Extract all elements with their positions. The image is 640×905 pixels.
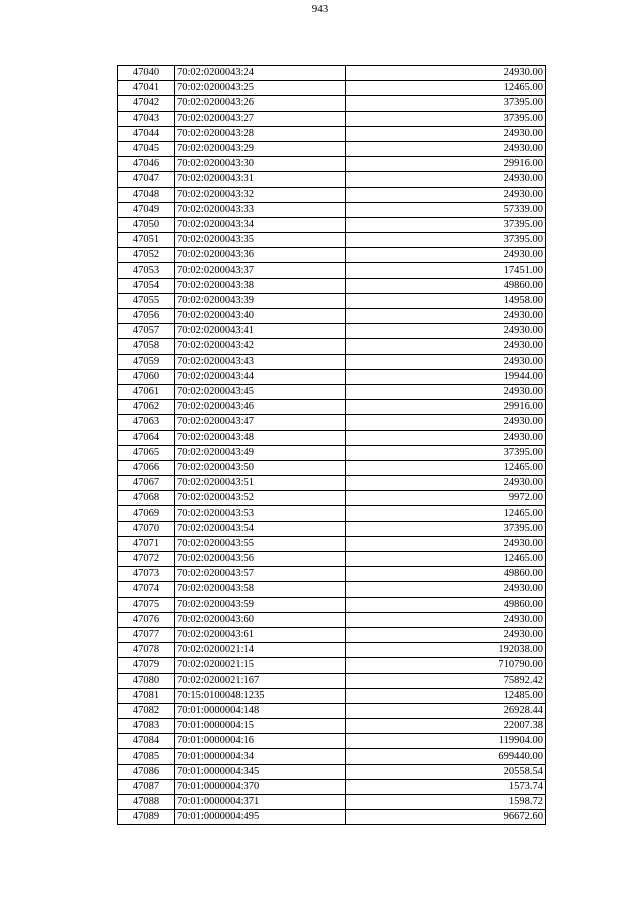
row-number-cell: 47058 (118, 339, 175, 354)
value-cell: 57339.00 (346, 202, 546, 217)
cadastral-number-cell: 70:02:0200043:43 (175, 354, 346, 369)
table-row (118, 430, 546, 445)
cadastral-number-cell: 70:02:0200043:50 (175, 460, 346, 475)
cadastral-number-cell: 70:02:0200043:60 (175, 612, 346, 627)
value-cell: 12485.00 (346, 688, 546, 703)
table-row (118, 278, 546, 293)
value-cell: 24930.00 (346, 354, 546, 369)
row-number-cell: 47055 (118, 293, 175, 308)
cadastral-number-cell: 70:02:0200043:32 (175, 187, 346, 202)
value-cell: 12465.00 (346, 506, 546, 521)
table-row (118, 582, 546, 597)
cadastral-number-cell: 70:01:0000004:34 (175, 749, 346, 764)
cadastral-number-cell: 70:02:0200043:52 (175, 491, 346, 506)
value-cell: 9972.00 (346, 491, 546, 506)
value-cell: 24930.00 (346, 339, 546, 354)
cadastral-number-cell: 70:02:0200043:26 (175, 96, 346, 111)
cadastral-number-cell: 70:01:0000004:495 (175, 810, 346, 825)
value-cell: 49860.00 (346, 278, 546, 293)
table-row (118, 536, 546, 551)
row-number-cell: 47041 (118, 81, 175, 96)
table-row (118, 688, 546, 703)
cadastral-number-cell: 70:02:0200043:56 (175, 552, 346, 567)
table-row (118, 157, 546, 172)
value-cell: 17451.00 (346, 263, 546, 278)
value-cell: 24930.00 (346, 476, 546, 491)
cadastral-number-cell: 70:02:0200043:58 (175, 582, 346, 597)
value-cell: 24930.00 (346, 248, 546, 263)
table-row (118, 476, 546, 491)
row-number-cell: 47076 (118, 612, 175, 627)
table-row (118, 445, 546, 460)
cadastral-number-cell: 70:02:0200043:28 (175, 126, 346, 141)
row-number-cell: 47046 (118, 157, 175, 172)
table-row (118, 552, 546, 567)
value-cell: 49860.00 (346, 597, 546, 612)
cadastral-number-cell: 70:02:0200043:49 (175, 445, 346, 460)
value-cell: 24930.00 (346, 66, 546, 81)
table-row (118, 719, 546, 734)
value-cell: 192038.00 (346, 643, 546, 658)
cadastral-number-cell: 70:02:0200043:33 (175, 202, 346, 217)
row-number-cell: 47087 (118, 779, 175, 794)
value-cell: 24930.00 (346, 627, 546, 642)
value-cell: 119904.00 (346, 734, 546, 749)
value-cell: 1573.74 (346, 779, 546, 794)
row-number-cell: 47051 (118, 233, 175, 248)
value-cell: 37395.00 (346, 96, 546, 111)
cadastral-number-cell: 70:02:0200043:38 (175, 278, 346, 293)
row-number-cell: 47080 (118, 673, 175, 688)
table-row (118, 263, 546, 278)
value-cell: 24930.00 (346, 612, 546, 627)
row-number-cell: 47074 (118, 582, 175, 597)
table-row (118, 506, 546, 521)
table-row (118, 734, 546, 749)
row-number-cell: 47061 (118, 384, 175, 399)
value-cell: 24930.00 (346, 324, 546, 339)
cadastral-number-cell: 70:02:0200021:14 (175, 643, 346, 658)
cadastral-number-cell: 70:15:0100048:1235 (175, 688, 346, 703)
row-number-cell: 47060 (118, 369, 175, 384)
page-number: 943 (311, 3, 329, 15)
value-cell: 24930.00 (346, 536, 546, 551)
row-number-cell: 47053 (118, 263, 175, 278)
cadastral-number-cell: 70:01:0000004:370 (175, 779, 346, 794)
cadastral-number-cell: 70:02:0200043:45 (175, 384, 346, 399)
row-number-cell: 47079 (118, 658, 175, 673)
table-row (118, 400, 546, 415)
value-cell: 14958.00 (346, 293, 546, 308)
table-row (118, 491, 546, 506)
table-row (118, 521, 546, 536)
table-row (118, 202, 546, 217)
cadastral-number-cell: 70:02:0200043:59 (175, 597, 346, 612)
value-cell: 24930.00 (346, 141, 546, 156)
row-number-cell: 47067 (118, 476, 175, 491)
value-cell: 710790.00 (346, 658, 546, 673)
row-number-cell: 47063 (118, 415, 175, 430)
cadastral-number-cell: 70:02:0200043:47 (175, 415, 346, 430)
row-number-cell: 47083 (118, 719, 175, 734)
cadastral-number-cell: 70:02:0200043:55 (175, 536, 346, 551)
table-row (118, 597, 546, 612)
row-number-cell: 47048 (118, 187, 175, 202)
cadastral-number-cell: 70:02:0200043:27 (175, 111, 346, 126)
value-cell: 29916.00 (346, 157, 546, 172)
cadastral-number-cell: 70:02:0200043:57 (175, 567, 346, 582)
table-row (118, 233, 546, 248)
row-number-cell: 47062 (118, 400, 175, 415)
cadastral-number-cell: 70:01:0000004:345 (175, 764, 346, 779)
value-cell: 24930.00 (346, 430, 546, 445)
value-cell: 1598.72 (346, 795, 546, 810)
value-cell: 12465.00 (346, 552, 546, 567)
cadastral-number-cell: 70:02:0200043:44 (175, 369, 346, 384)
row-number-cell: 47072 (118, 552, 175, 567)
table-row (118, 187, 546, 202)
row-number-cell: 47056 (118, 309, 175, 324)
table-row (118, 810, 546, 825)
table-row (118, 703, 546, 718)
table-row (118, 324, 546, 339)
cadastral-number-cell: 70:02:0200043:25 (175, 81, 346, 96)
row-number-cell: 47066 (118, 460, 175, 475)
registry-table (117, 65, 546, 825)
row-number-cell: 47075 (118, 597, 175, 612)
table-row (118, 248, 546, 263)
table-body (118, 66, 546, 825)
value-cell: 699440.00 (346, 749, 546, 764)
table-row (118, 612, 546, 627)
cadastral-number-cell: 70:01:0000004:15 (175, 719, 346, 734)
table-row (118, 66, 546, 81)
table-row (118, 764, 546, 779)
cadastral-number-cell: 70:02:0200043:53 (175, 506, 346, 521)
value-cell: 37395.00 (346, 233, 546, 248)
table-row (118, 339, 546, 354)
value-cell: 49860.00 (346, 567, 546, 582)
table-row (118, 309, 546, 324)
cadastral-number-cell: 70:02:0200043:61 (175, 627, 346, 642)
cadastral-number-cell: 70:02:0200043:31 (175, 172, 346, 187)
row-number-cell: 47089 (118, 810, 175, 825)
row-number-cell: 47049 (118, 202, 175, 217)
table-row (118, 384, 546, 399)
cadastral-number-cell: 70:01:0000004:371 (175, 795, 346, 810)
cadastral-number-cell: 70:02:0200043:48 (175, 430, 346, 445)
row-number-cell: 47084 (118, 734, 175, 749)
cadastral-number-cell: 70:02:0200043:29 (175, 141, 346, 156)
row-number-cell: 47069 (118, 506, 175, 521)
table-row (118, 126, 546, 141)
table-row (118, 81, 546, 96)
table-row (118, 673, 546, 688)
value-cell: 96672.60 (346, 810, 546, 825)
value-cell: 20558.54 (346, 764, 546, 779)
row-number-cell: 47070 (118, 521, 175, 536)
value-cell: 37395.00 (346, 521, 546, 536)
row-number-cell: 47065 (118, 445, 175, 460)
row-number-cell: 47054 (118, 278, 175, 293)
cadastral-number-cell: 70:02:0200043:24 (175, 66, 346, 81)
value-cell: 26928.44 (346, 703, 546, 718)
table-row (118, 217, 546, 232)
row-number-cell: 47047 (118, 172, 175, 187)
cadastral-number-cell: 70:02:0200043:46 (175, 400, 346, 415)
row-number-cell: 47088 (118, 795, 175, 810)
value-cell: 37395.00 (346, 445, 546, 460)
cadastral-number-cell: 70:02:0200043:54 (175, 521, 346, 536)
row-number-cell: 47052 (118, 248, 175, 263)
row-number-cell: 47073 (118, 567, 175, 582)
value-cell: 24930.00 (346, 126, 546, 141)
row-number-cell: 47059 (118, 354, 175, 369)
table-row (118, 627, 546, 642)
row-number-cell: 47068 (118, 491, 175, 506)
cadastral-number-cell: 70:02:0200043:51 (175, 476, 346, 491)
cadastral-number-cell: 70:02:0200043:30 (175, 157, 346, 172)
table-row (118, 415, 546, 430)
cadastral-number-cell: 70:01:0000004:16 (175, 734, 346, 749)
table-row (118, 779, 546, 794)
cadastral-number-cell: 70:01:0000004:148 (175, 703, 346, 718)
row-number-cell: 47085 (118, 749, 175, 764)
cadastral-number-cell: 70:02:0200043:42 (175, 339, 346, 354)
table-row (118, 658, 546, 673)
row-number-cell: 47050 (118, 217, 175, 232)
row-number-cell: 47042 (118, 96, 175, 111)
table-row (118, 111, 546, 126)
value-cell: 24930.00 (346, 187, 546, 202)
row-number-cell: 47078 (118, 643, 175, 658)
value-cell: 37395.00 (346, 111, 546, 126)
table-row (118, 141, 546, 156)
row-number-cell: 47077 (118, 627, 175, 642)
table-row (118, 354, 546, 369)
value-cell: 12465.00 (346, 460, 546, 475)
value-cell: 19944.00 (346, 369, 546, 384)
row-number-cell: 47043 (118, 111, 175, 126)
cadastral-number-cell: 70:02:0200043:41 (175, 324, 346, 339)
value-cell: 24930.00 (346, 415, 546, 430)
cadastral-number-cell: 70:02:0200043:37 (175, 263, 346, 278)
cadastral-number-cell: 70:02:0200043:35 (175, 233, 346, 248)
value-cell: 37395.00 (346, 217, 546, 232)
value-cell: 24930.00 (346, 384, 546, 399)
value-cell: 12465.00 (346, 81, 546, 96)
row-number-cell: 47071 (118, 536, 175, 551)
table-row (118, 96, 546, 111)
cadastral-number-cell: 70:02:0200043:34 (175, 217, 346, 232)
table-row (118, 567, 546, 582)
table-row (118, 749, 546, 764)
cadastral-number-cell: 70:02:0200043:36 (175, 248, 346, 263)
row-number-cell: 47040 (118, 66, 175, 81)
row-number-cell: 47044 (118, 126, 175, 141)
value-cell: 24930.00 (346, 172, 546, 187)
value-cell: 24930.00 (346, 309, 546, 324)
row-number-cell: 47057 (118, 324, 175, 339)
row-number-cell: 47082 (118, 703, 175, 718)
table-row (118, 172, 546, 187)
cadastral-number-cell: 70:02:0200021:167 (175, 673, 346, 688)
table-row (118, 460, 546, 475)
value-cell: 75892.42 (346, 673, 546, 688)
cadastral-number-cell: 70:02:0200043:40 (175, 309, 346, 324)
cadastral-number-cell: 70:02:0200043:39 (175, 293, 346, 308)
value-cell: 22007.38 (346, 719, 546, 734)
value-cell: 29916.00 (346, 400, 546, 415)
table-row (118, 369, 546, 384)
row-number-cell: 47045 (118, 141, 175, 156)
cadastral-number-cell: 70:02:0200021:15 (175, 658, 346, 673)
row-number-cell: 47081 (118, 688, 175, 703)
table-row (118, 795, 546, 810)
row-number-cell: 47064 (118, 430, 175, 445)
value-cell: 24930.00 (346, 582, 546, 597)
table-row (118, 643, 546, 658)
row-number-cell: 47086 (118, 764, 175, 779)
table-row (118, 293, 546, 308)
